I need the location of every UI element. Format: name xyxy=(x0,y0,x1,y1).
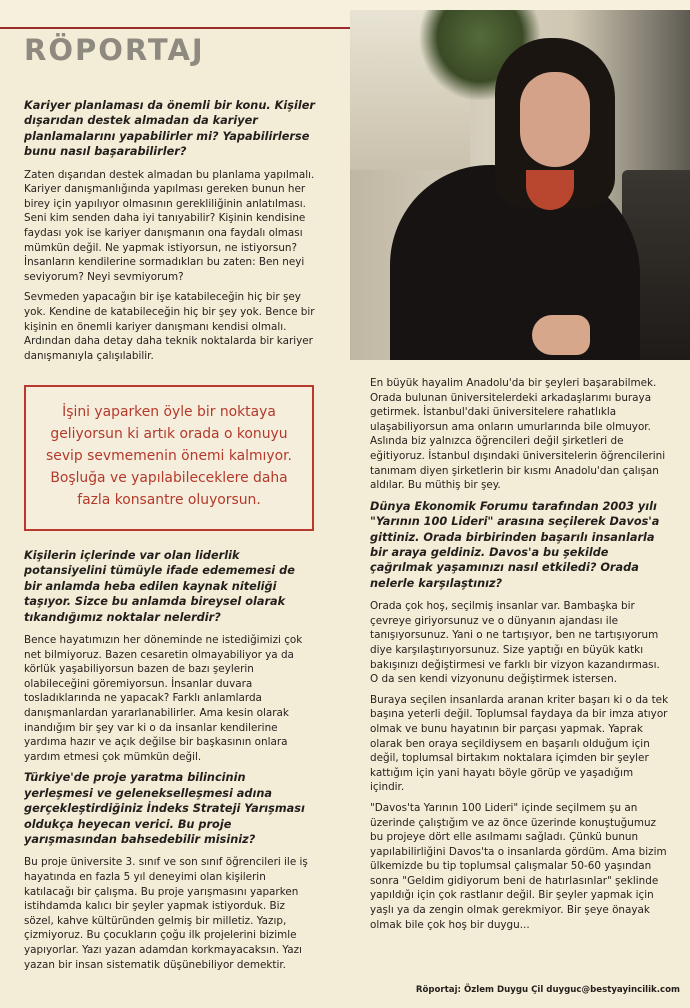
photo-face xyxy=(520,72,590,167)
interview-credit: Röportaj: Özlem Duygu Çil duyguc@bestyayincilik.com xyxy=(415,985,680,995)
section-title: RÖPORTAJ xyxy=(24,33,205,67)
question-4: Dünya Ekonomik Forumu tarafından 2003 yılı "Yarının 100 Lideri" arasına seçilerek Davos'a gittiniz. Orada birbirinden başarılı insanlarla bir araya geldiniz. Davos'a bu şekilde çağrılmak yaşamınızı nasıl etkiledi? Orada nelerle karşılaştınız? xyxy=(370,499,660,590)
answer-5: "Davos'ta Yarının 100 Lideri" içinde seçilmem şu an üzerinde çalıştığım ve az önce üzerinde konuştuğumuz bu projeye dört elle asılmamı sağladı. Çünkü bunun yapılabilirliğini Davos'ta o insanlarda gördüm. Ama bizim ülkemizde bu tip toplumsal çalışmalar 50-60 yaşından sonra "Geldim gidiyorum beni de hatırlasınlar" şeklinde yapıldığı için çok rastlanır değil. Bir şeyler yapmak için yaşlı ya da zengin olmak gerekmiyor. Bir şeye önayak olmak bile çok hoş bir duygu... xyxy=(370,801,667,931)
pull-quote: İşini yaparken öyle bir noktaya geliyorsun ki artık orada o konuyu sevip sevmemenin önemi kalmıyor. Boşluğa ve yapılabileceklere daha fazla konsantre oluyorsun. xyxy=(24,385,314,531)
answer-2: Bence hayatımızın her döneminde ne istediğimizi çok net bilmiyoruz. Bazen cesaretin olmayabiliyor ya da körlük yaşabiliyorsun bazen de bazı şeylerin olabileceğini göremiyorsun. İnsanlar duvara tosladıklarında ne yapacak? Farklı anlamlarda danışmanlardan yararlanabilirler. Ama kesin olarak inandığım bir şey var ki o da insanlar kendilerine yardıma hazır ve açık değilse bir başkasının onlara yardım etmesi çok mümkün değil. xyxy=(24,634,303,763)
question-3: Türkiye'de proje yaratma bilincinin yerleşmesi ve gelenekselleşmesi adına gerçekleştirdiğiniz İndeks Strateji Yarışması oldukça heyecan verici. Bu proje yarışmasından bahsedebilir misiniz? xyxy=(24,771,305,846)
question-2: Kişilerin içlerinde var olan liderlik potansiyelini tümüyle ifade edememesi de bir anlamda heba edilen kaynak niteliği taşıyor. Sizce bu anlamda bireysel olarak tıkandığımız noktalar nelerdir? xyxy=(24,549,295,624)
interviewee-photo xyxy=(350,10,690,360)
answer-4b: Buraya seçilen insanlarda aranan kriter başarı ki o da tek başına yeterli değil. Toplumsal faydaya da bir imza atıyor olmak ve bunu hayatının bir parçası yapmak. Yaprak olarak ben oraya seçildiysem en başarılı olduğum için değil, toplumsal birtakım noktalara içimden bir şeyler kattığım için yani hayatı böyle görüp ve yaşadığım içindir. xyxy=(370,693,669,794)
right-column xyxy=(370,376,670,938)
left-column-top xyxy=(24,98,316,369)
answer-3: Bu proje üniversite 3. sınıf ve son sınıf öğrencileri ile iş hayatında en fazla 5 yıl deneyimi olan kişilerin katılacağı bir çalışma. Bu proje yarışmasını yaparken istihdamda kalıcı bir şeyler yapmak istiyorduk. Biz sözel, kahve kültüründen gelmiş bir milletiz. Yazıp, çizmiyoruz. Bu çocukların çoğu ilk projelerini bizimle yapıyorlar. Yazı yazan adamdan korkmayacaksın. Yazı yazan bir insan sistematik düşünebiliyor demektir. xyxy=(24,856,308,971)
photo-hand xyxy=(532,315,590,355)
answer-1: Zaten dışarıdan destek almadan bu planlama yapılmalı. Kariyer danışmanlığında yapılması gereken bunun her birey için yapılıyor olmasının gerekliliğinin anlatılması. Seni kim senden daha iyi tanıyabilir? Kişinin kendisine faydası yok ise kariyer danışmanın ona faydalı olması mümkün değil. Ne yapmak istiyorsun, ne istiyorsun? İnsanların kendilerine sormadıkları bu zaten: Ben neyi seviyorum? Neyi sevmiyorum? xyxy=(24,168,315,283)
answer-1b: Sevmeden yapacağın bir işe katabileceğin hiç bir şey yok. Kendine de katabileceğin hiç bir şey yok. Bence bir kişinin en önemli kariyer danışmanı kendisi olmalı. Ardından daha detay daha teknik noktalarda bir kariyer danışmanıyla çalışılabilir. xyxy=(24,291,315,362)
answer-top: En büyük hayalim Anadolu'da bir şeyleri başarabilmek. Orada bulunan üniversitelerdeki arkadaşlarımı buraya getirmek. İstanbul'daki üniversitelere rahatlıkla ulaşabiliyorsun ama onların umurlarında bile olmuyor. Aslında biz yalnızca öğrencileri değil şirketleri de eğitiyoruz. İstanbul dışındaki üniversitelerin öğrencilerini tanımam diyen şirketlerin bir kısmı Anadolu'dan çalışan aldılar. Bu müthiş bir şey. xyxy=(370,377,666,492)
question-1: Kariyer planlaması da önemli bir konu. Kişiler dışarıdan destek almadan da kariyer planlamalarını yapabilirler mi? Yapabilirlerse bunu nasıl başarabilirler? xyxy=(24,99,315,159)
left-column-bottom xyxy=(24,548,316,978)
answer-4: Orada çok hoş, seçilmiş insanlar var. Bambaşka bir çevreye giriyorsunuz ve o dünyanın ajandası ile tanışıyorsunuz. Yani o ne tartışıyor, ben ne tartışıyorum diye karşılaştırıyorsunuz. Size yaptığı en büyük katkı bakışınızı değiştirmesi ve farklı bir vizyon kazandırması. O da sen kendi vizyonunu değiştirmek istersen. xyxy=(370,600,660,686)
